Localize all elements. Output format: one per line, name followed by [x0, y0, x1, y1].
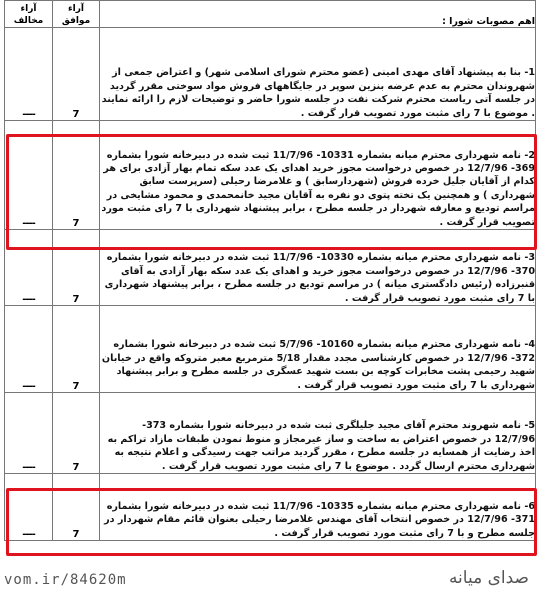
agree-count: 7 — [53, 230, 100, 306]
table-header-row — [5, 1, 536, 28]
agree-count: 7 — [53, 474, 100, 541]
agree-count: 7 — [53, 121, 100, 230]
header-oppose-votes: آراء مخالف — [5, 1, 53, 28]
brand-watermark: صدای میانه — [448, 568, 529, 588]
oppose-count: ---- — [5, 474, 53, 541]
table-row — [5, 28, 536, 121]
agree-count: 7 — [53, 306, 100, 393]
resolutions-table — [4, 0, 536, 541]
resolution-text: 2- نامه شهرداری محترم میانه بشماره 10331- 11/7/96 ثبت شده در دبیرخانه شورا بشماره 369- 12/7/96 در خصوص درخواست مجوز خرید اهدای یک عدد سکه تمام بهار آزادی برای هر کدام از آقایان جلیل خرده فروش (شهردارسابق ) و غلامرضا رحیلی (سرپرست سابق شهرداری ) و همچنین یک تخته پتوی دو نفره به آقایان مجید خانمحمدی و محمود مشایخی در مراسم تودیع و معارفه شهردار در جلسه مطرح ، برابر پیشنهاد شهرداری با 7 رای مثبت مورد تصویب قرار گرفت . — [100, 121, 536, 230]
resolution-text: 3- نامه شهرداری محترم میانه بشماره 10330- 11/7/96 ثبت شده در دبیرخانه شورا بشماره 370- 12/7/96 در خصوص درخواست مجوز خرید و اهدای یک عدد سکه بهار آزادی به آقای قنبرزاده (رئیس دادگستری میانه ) در مراسم تودیع در جلسه مطرح ، برابر پیشنهاد شهرداری با 7 رای مثبت مورد تصویب قرار گرفت . — [100, 230, 536, 306]
table-row — [5, 121, 536, 230]
resolution-text: 4- نامه شهرداری محترم میانه بشماره 10160- 5/7/96 ثبت شده در دبیرخانه شورا بشماره 372- 12/7/96 در خصوص کارشناسی مجدد مقدار 5/18 مترمربع معبر متروکه واقع در خیابان شهید رحیمی پشت مخابرات کوچه بن بست شهید عسگری در جلسه مطرح و برابر پیشنهاد شهرداری با 7 رای مثبت مورد تصویب قرار گرفت . — [100, 306, 536, 393]
table-row — [5, 474, 536, 541]
table-row — [5, 230, 536, 306]
oppose-count: ---- — [5, 28, 53, 121]
resolution-text: 5- نامه شهروند محترم آقای مجید جلیلگری ثبت شده در دبیرخانه شورا بشماره 373- 12/7/96 در خصوص اعتراض به ساخت و ساز غیرمجاز و منوط نمودن طبقات مازاد تراکم به اخذ رضایت از همسایه در جلسه مطرح ، مقرر گردید مراتب جهت رسیدگی و اعلام نتیجه به شهرداری محترم ارسال گردد . موضوع با 7 رای مثبت مورد تصویب قرار گرفت . — [100, 393, 536, 474]
table-row — [5, 306, 536, 393]
header-agree-votes: آراء موافق — [53, 1, 100, 28]
table-row — [5, 393, 536, 474]
oppose-count: ---- — [5, 306, 53, 393]
oppose-count: ---- — [5, 121, 53, 230]
header-resolutions: اهم مصوبات شورا : — [100, 1, 536, 28]
agree-count: 7 — [53, 393, 100, 474]
resolution-text: 1- بنا به پیشنهاد آقای مهدی امینی (عضو محترم شورای اسلامی شهر) و اعتراض جمعی از شهروندان محترم به عدم عرضه بنزین سوپر در جایگاههای فروش مواد سوختی مقرر گردید در جلسه آتی ریاست محترم شرکت نفت در جلسه شورا حاضر و توضیحات لازم را ارائه نمایند . موضوع با 7 رای مثبت مورد تصویب قرار گرفت . — [100, 28, 536, 121]
agree-count: 7 — [53, 28, 100, 121]
resolution-text: 6- نامه شهرداری محترم میانه بشماره 10335- 11/7/96 ثبت شده در دبیرخانه شورا بشماره 371- 12/7/96 در خصوص انتخاب آقای مهندس غلامرضا رحیلی بعنوان قائم مقام شهردار در جلسه مطرح و با 7 رای مثبت مورد تصویب قرار گرفت . — [100, 474, 536, 541]
site-url: vom.ir/84620m — [4, 572, 127, 588]
oppose-count: ---- — [5, 393, 53, 474]
oppose-count: ---- — [5, 230, 53, 306]
document-sheet — [4, 0, 535, 568]
